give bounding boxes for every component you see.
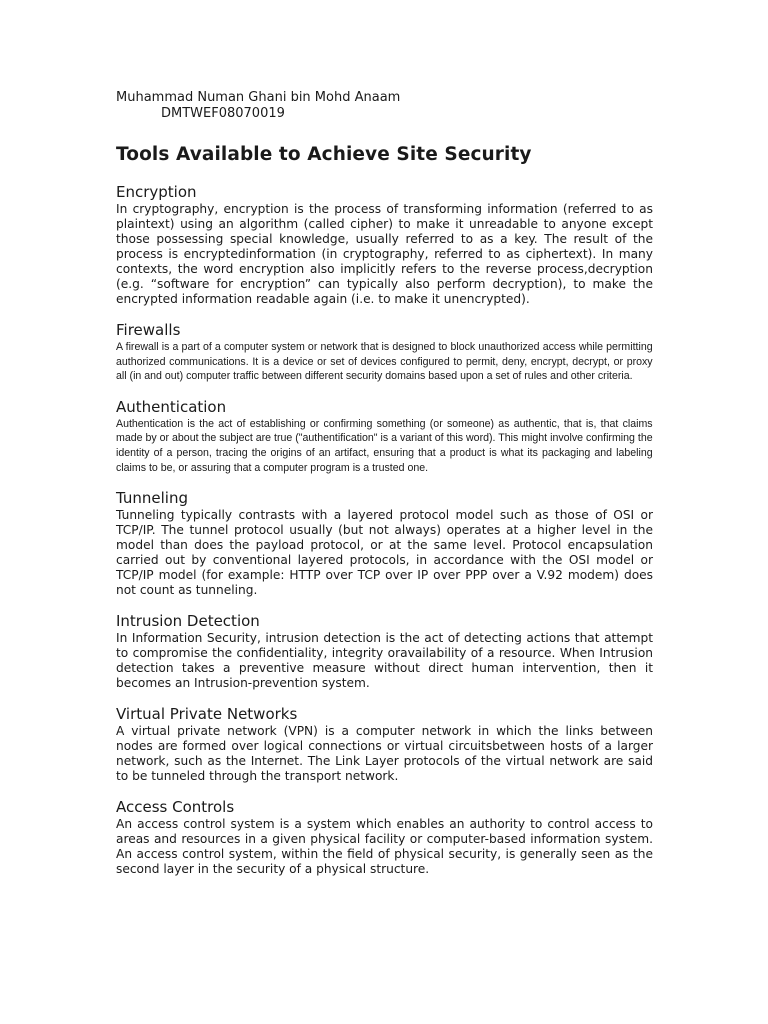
section-firewalls — [116, 321, 653, 384]
section-body: Authentication is the act of establishing or confirming something (or someone) as authentic, that is, that claims made by or about the subject are true ("authentification" is a variant of this word). This might involve confirming the identity of a person, tracing the origins of an artifact, ensuring that a product is what its packaging and labeling claims to be, or assuring that a computer program is a trusted one. — [116, 417, 653, 474]
section-heading: Access Controls — [116, 798, 235, 817]
section-heading: Virtual Private Networks — [116, 705, 298, 724]
section-heading: Encryption — [116, 183, 197, 201]
document-title: Tools Available to Achieve Site Security — [116, 144, 532, 165]
section-tunneling — [116, 489, 653, 598]
section-body: An access control system is a system which enables an authority to control access to areas and resources in a given physical facility or computer-based information system. An access control system, within the field of physical security, is generally seen as the second layer in the security of a physical structure. — [116, 817, 653, 877]
section-vpn — [116, 705, 653, 784]
author-name: Muhammad Numan Ghani bin Mohd Anaam — [116, 90, 401, 105]
section-intrusion-detection — [116, 612, 653, 691]
document-page — [116, 90, 653, 877]
section-heading: Intrusion Detection — [116, 612, 260, 631]
section-heading: Authentication — [116, 397, 227, 416]
section-heading: Tunneling — [116, 489, 188, 508]
section-body: A firewall is a part of a computer system or network that is designed to block unauthorized access while permitting authorized communications. It is a device or set of devices configured to permit, deny, encrypt, decrypt, or proxy all (in and out) computer traffic between different security domains based upon a set of rules and other criteria. — [116, 341, 653, 383]
section-encryption — [116, 183, 653, 307]
section-authentication — [116, 398, 653, 475]
section-body: A virtual private network (VPN) is a computer network in which the links between nodes are formed over logical connections or virtual circuitsbetween hosts of a larger network, such as the Internet. The Link Layer protocols of the virtual network are said to be tunneled through the transport network. — [116, 724, 653, 784]
section-access-controls — [116, 798, 653, 877]
section-body: In cryptography, encryption is the process of transforming information (referred to as plaintext) using an algorithm (called cipher) to make it unreadable to anyone except those possessing special knowledge, usually referred to as a key. The result of the process is encryptedinformation (in cryptography, referred to as ciphertext). In many contexts, the word encryption also implicitly refers to the reverse process,decryption (e.g. “software for encryption” can typically also perform decryption), to make the encrypted information readable again (i.e. to make it unencrypted). — [116, 202, 653, 306]
section-heading: Firewalls — [116, 321, 181, 339]
student-id: DMTWEF08070019 — [161, 106, 285, 121]
section-body: Tunneling typically contrasts with a layered protocol model such as those of OSI or TCP/IP. The tunnel protocol usually (but not always) operates at a higher level in the model than does the payload protocol, or at the same level. Protocol encapsulation carried out by conventional layered protocols, in accordance with the OSI model or TCP/IP model (for example: HTTP over TCP over IP over PPP over a V.92 modem) does not count as tunneling. — [116, 508, 653, 598]
section-body: In Information Security, intrusion detection is the act of detecting actions that attempt to compromise the confidentiality, integrity oravailability of a resource. When Intrusion detection takes a preventive measure without direct human intervention, then it becomes an Intrusion-prevention system. — [116, 631, 653, 691]
